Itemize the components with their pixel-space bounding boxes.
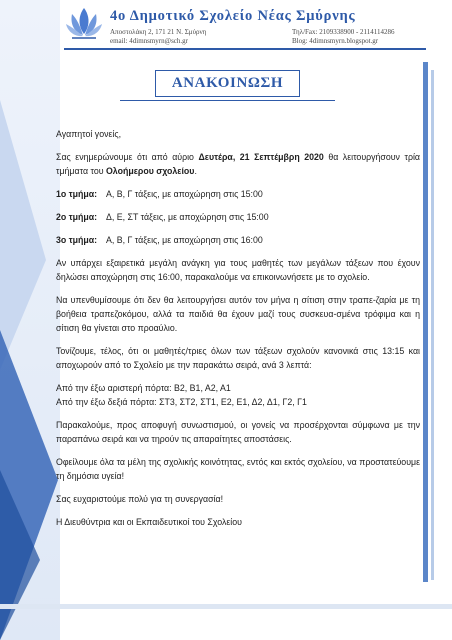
intro-paragraph <box>56 150 420 178</box>
school-name: 4ο Δημοτικό Σχολείο Νέας Σμύρνης <box>110 8 356 24</box>
section-text: Δ, Ε, ΣΤ τάξεις, με αποχώρηση στις 15:00 <box>106 212 269 222</box>
decorative-right-line-light <box>431 70 434 580</box>
section-text: Α, Β, Γ τάξεις, με αποχώρηση στις 15:00 <box>106 189 263 199</box>
intro-text-2: θα λειτουργήσουν τρία τμήματα του <box>56 152 420 176</box>
school-address: Αποστολάκη 2, 171 21 Ν. Σμύρνη <box>110 28 207 36</box>
thanks-line: Σας ευχαριστούμε πολύ για τη συνεργασία! <box>56 494 224 504</box>
section-label: 1ο τμήμα: <box>56 189 98 199</box>
bottom-rule <box>0 604 452 609</box>
health-paragraph: Οφείλουμε όλα τα μέλη της σχολικής κοινότητας, εντός και εκτός σχολείου, να προστατεύουμε τη δημόσια υγεία! <box>56 457 420 481</box>
section-2 <box>56 210 420 224</box>
decorative-right-line <box>423 62 428 582</box>
section-label: 2ο τμήμα: <box>56 212 98 222</box>
right-door-order: Από την έξω δεξιά πόρτα: ΣΤ3, ΣΤ2, ΣΤ1, Ε2, Ε1, Δ2, Δ1, Γ2, Γ1 <box>56 397 307 407</box>
header-rule <box>64 48 426 50</box>
announcement-body <box>56 127 420 538</box>
school-email: email: 4dimnsmyrn@sch.gr <box>110 37 188 45</box>
left-door-order: Από την έξω αριστερή πόρτα: Β2, Β1, Α2, Α1 <box>56 383 231 393</box>
section-3 <box>56 233 420 247</box>
need-paragraph: Αν υπάρχει εξαιρετικά μεγάλη ανάγκη για τους μαθητές των μεγάλων τάξεων που έχουν δηλώσει αποχώρηση στις 16:00, παρακαλούμε να επικοινωνήσετε με το σχολείο. <box>56 258 420 282</box>
section-label: 3ο τμήμα: <box>56 235 98 245</box>
section-1 <box>56 187 420 201</box>
door-order <box>56 381 420 409</box>
meals-paragraph: Να υπενθυμίσουμε ότι δεν θα λειτουργήσει αυτόν τον μήνα η σίτιση στην τραπε-ζαρία με τη βοήθεια τραπεζοκόμου, αλλά τα παιδιά θα έχουν μαζί τους συσκευα-σμένα τρόφιμα και η σίτιση θα γίνεται στο προαύλιο. <box>56 295 420 333</box>
greeting: Αγαπητοί γονείς, <box>56 129 122 139</box>
announcement-title: ΑΝΑΚΟΙΝΩΣΗ <box>171 75 284 91</box>
school-blog: Blog: 4dimnsmyrn.blogspot.gr <box>292 37 379 45</box>
program-name: Ολοήμερου σχολείου <box>105 166 195 176</box>
intro-end: . <box>194 166 197 176</box>
start-date: Δευτέρα, 21 Σεπτέμβρη 2020 <box>198 152 324 162</box>
section-text: Α, Β, Γ τάξεις, με αποχώρηση στις 16:00 <box>106 235 263 245</box>
parents-paragraph: Παρακαλούμε, προς αποφυγή συνωστισμού, οι γονείς να προσέρχονται σύμφωνα με την παραπάνω σειρά και να τηρούν τις απαραίτητες αποστάσεις. <box>56 420 420 444</box>
exit-paragraph: Τονίζουμε, τέλος, ότι οι μαθητές/τριες όλων των τάξεων σχολούν κανονικά στις 13:15 και αποχωρούν από το Σχολείο με την παρακάτω σειρά, ανά 3 λεπτά: <box>56 346 420 370</box>
signature-line: Η Διευθύντρια και οι Εκπαιδευτικοί του Σχολείου <box>56 517 242 527</box>
decorative-triangle-dark <box>0 470 40 640</box>
announcement-title-box <box>155 70 300 97</box>
blue-lotus-logo-icon <box>64 4 104 44</box>
school-phone: Τηλ/Fax: 2109338900 - 2114114286 <box>292 28 395 36</box>
intro-text: Σας ενημερώνουμε ότι από αύριο <box>56 152 199 162</box>
title-underline <box>120 100 335 101</box>
